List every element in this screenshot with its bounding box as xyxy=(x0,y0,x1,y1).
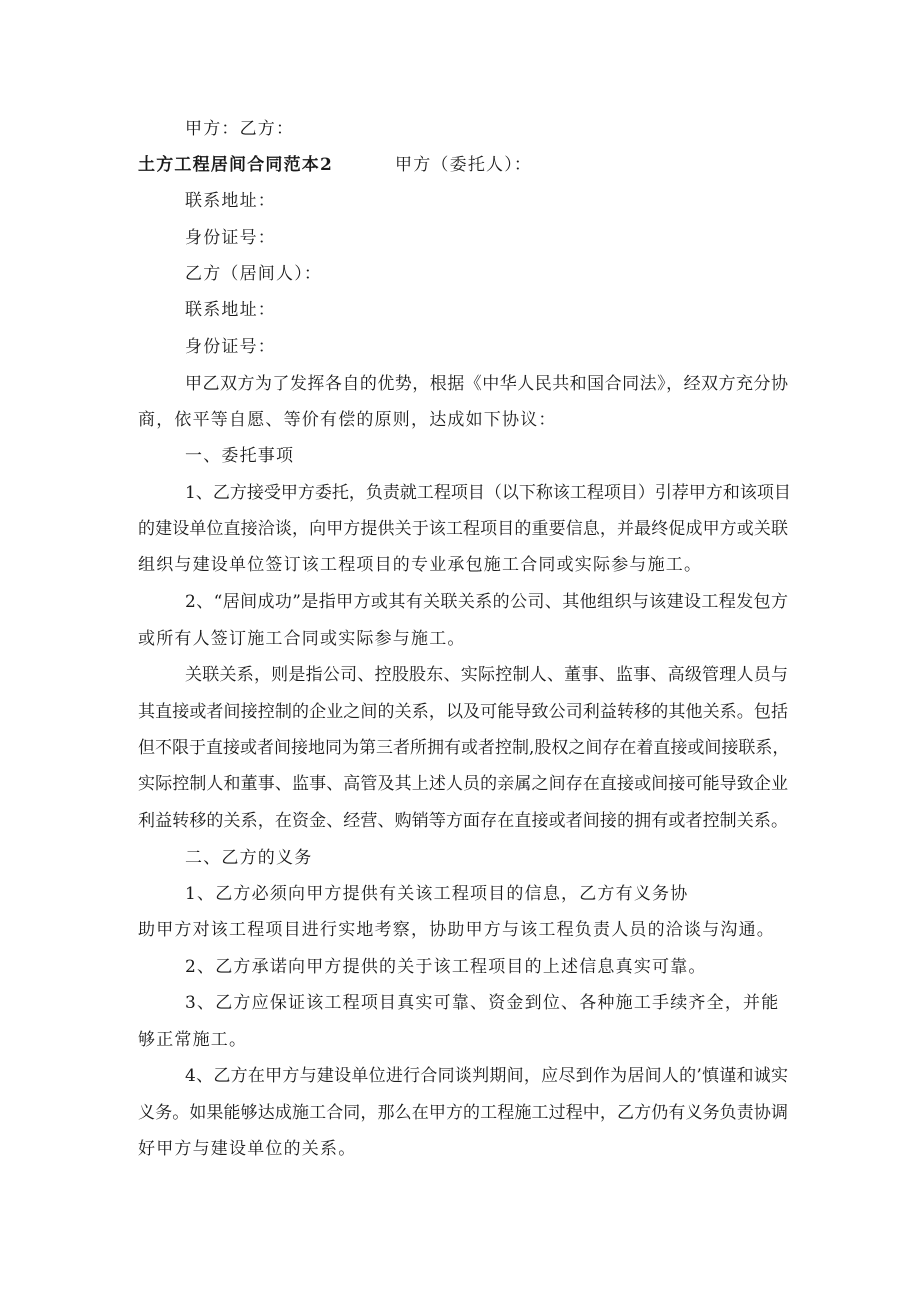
field-address-b: 联系地址： xyxy=(185,300,276,320)
section1-item2-line: 2、“居间成功”是指甲方或其有关联关系的公司、其他组织与该建设工程发包方 xyxy=(185,592,788,612)
party-a-label: 甲方（委托人）： xyxy=(395,155,533,175)
field-address-a: 联系地址： xyxy=(185,191,276,211)
header-parties: 甲方：乙方： xyxy=(185,119,295,139)
relation-line: 其直接或者间接控制的企业之间的关系，以及可能导致公司利益转移的其他关系。包括 xyxy=(138,702,788,722)
field-id-b: 身份证号： xyxy=(185,337,276,357)
relation-line: 实际控制人和董事、监事、高管及其上述人员的亲属之间存在直接或间接可能导致企业 xyxy=(138,774,788,794)
intro-line-2: 商，依平等自愿、等价有偿的原则，达成如下协议： xyxy=(138,410,557,430)
section2-item2: 2、乙方承诺向甲方提供的关于该工程项目的上述信息真实可靠。 xyxy=(185,957,707,977)
section2-item3-line: 够正常施工。 xyxy=(138,1030,248,1050)
intro-line-1: 甲乙双方为了发挥各自的优势，根据《中华人民共和国合同法》，经双方充分协 xyxy=(185,374,788,394)
section1-item1-line: 的建设单位直接洽谈，向甲方提供关于该工程项目的重要信息，并最终促成甲方或关联 xyxy=(138,519,788,539)
section2-heading: 二、乙方的义务 xyxy=(185,848,313,868)
section1-item1-line: 组织与建设单位签订该工程项目的专业承包施工合同或实际参与施工。 xyxy=(138,555,703,575)
field-party-b: 乙方（居间人）： xyxy=(185,264,323,284)
section2-item4-line: 义务。如果能够达成施工合同，那么在甲方的工程施工过程中，乙方仍有义务负责协调 xyxy=(138,1103,788,1123)
section2-item4-line: 好甲方与建设单位的关系。 xyxy=(138,1139,357,1159)
title-row xyxy=(138,153,532,177)
section2-item1-line: 助甲方对该工程项目进行实地考察，协助甲方与该工程负责人员的洽谈与沟通。 xyxy=(138,920,775,940)
section1-item1-line: 1、乙方接受甲方委托，负责就工程项目（以下称该工程项目）引荐甲方和该项目 xyxy=(185,483,791,503)
section2-item4-line: 4、乙方在甲方与建设单位进行合同谈判期间，应尽到作为居间人的’慎谨和诚实 xyxy=(185,1066,788,1086)
relation-line: 关联关系，则是指公司、控股股东、实际控制人、董事、监事、高级管理人员与 xyxy=(185,665,788,685)
document-title: 土方工程居间合同范本2 xyxy=(138,155,334,175)
field-id-a: 身份证号： xyxy=(185,228,276,248)
section1-item2-line: 或所有人签订施工合同或实际参与施工。 xyxy=(138,629,466,649)
relation-line: 利益转移的关系，在资金、经营、购销等方面存在直接或者间接的拥有或者控制关系。 xyxy=(138,811,788,831)
section1-heading: 一、委托事项 xyxy=(185,446,295,466)
relation-line: 但不限于直接或者间接地同为第三者所拥有或者控制,股权之间存在着直接或间接联系， xyxy=(138,738,790,758)
section2-item1-line: 1、乙方必须向甲方提供有关该工程项目的信息，乙方有义务协 xyxy=(185,884,689,904)
section2-item3-line: 3、乙方应保证该工程项目真实可靠、资金到位、各种施工手续齐全，并能 xyxy=(185,993,780,1013)
